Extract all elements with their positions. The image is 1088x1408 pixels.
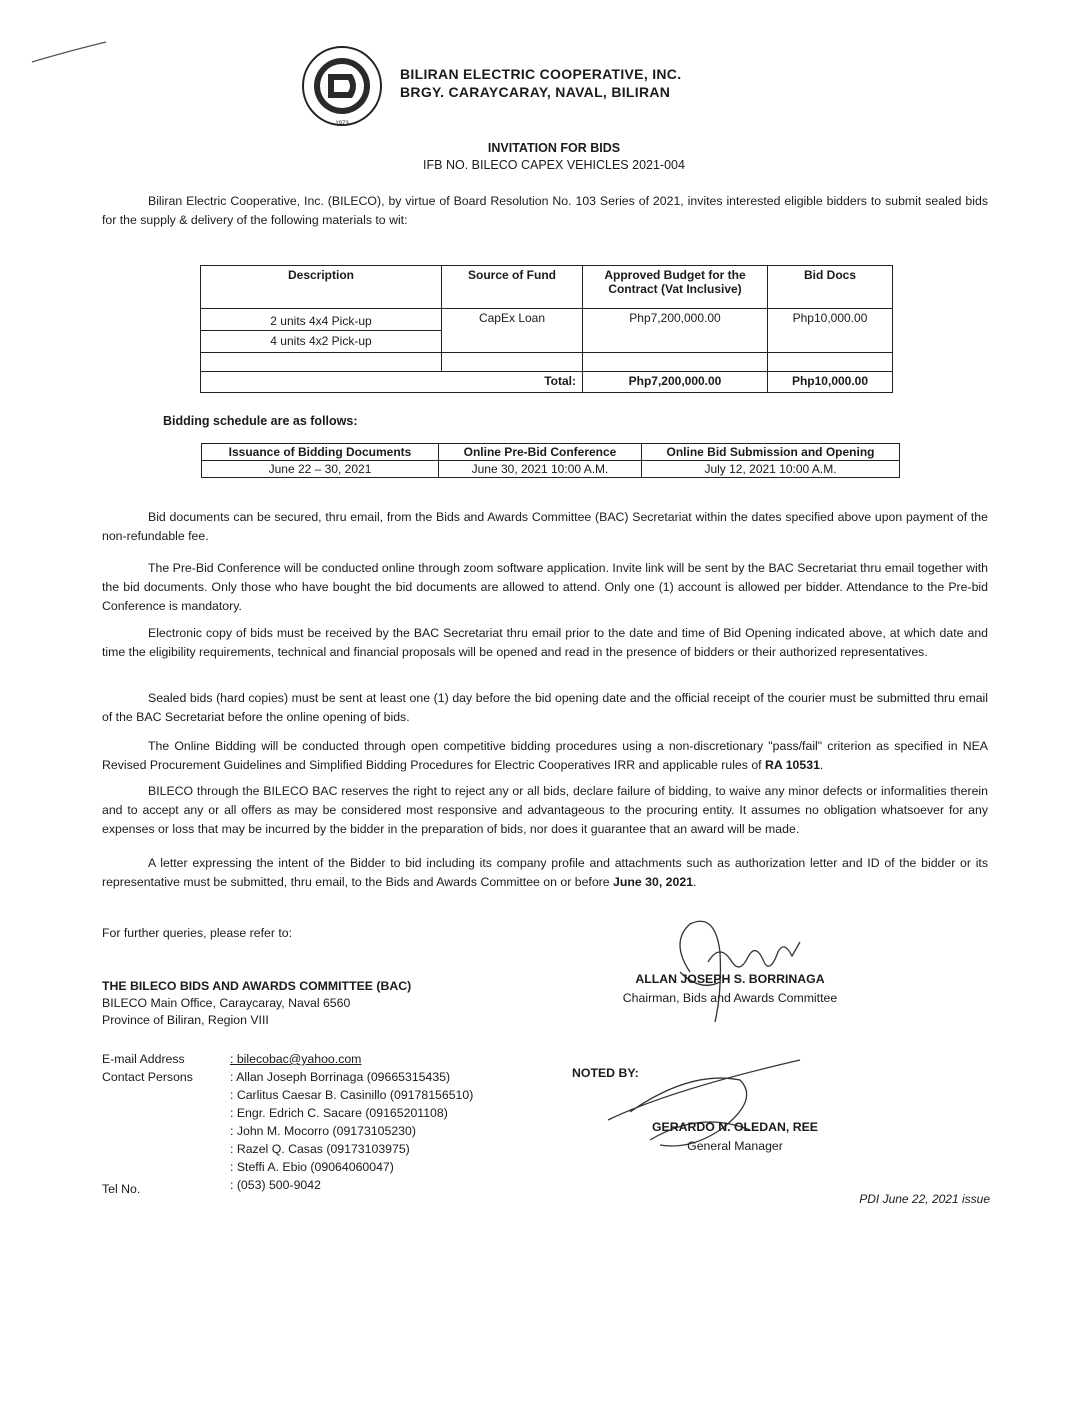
col-issuance: Issuance of Bidding Documents (202, 444, 439, 461)
col-approved-budget: Approved Budget for the Contract (Vat Inclusive) (583, 266, 768, 309)
intro-paragraph: Biliran Electric Cooperative, Inc. (BILECO), by virtue of Board Resolution No. 103 Series of 2021, invites interested eligible bidders to submit sealed bids for the supply & delivery of the following materials to wit: (102, 194, 988, 227)
paragraph-letter-of-intent (102, 854, 988, 892)
col-source-of-fund: Source of Fund (442, 266, 583, 309)
contact-person: : John M. Mocorro (09173105230) (230, 1124, 416, 1138)
email-value[interactable] (230, 1050, 361, 1068)
col-submission-opening: Online Bid Submission and Opening (642, 444, 900, 461)
total-budget: Php7,200,000.00 (583, 372, 768, 393)
tel-label: Tel No. (102, 1182, 141, 1196)
paragraph-bid-documents: Bid documents can be secured, thru email, from the Bids and Awards Committee (BAC) Secretariat within the dates specified above upon payment of the non-refundable fee. (102, 510, 988, 543)
total-bid-docs: Php10,000.00 (768, 372, 893, 393)
pen-stroke-mark (30, 38, 110, 68)
general-manager-position: General Manager (687, 1139, 783, 1153)
table-row (202, 461, 900, 478)
general-manager-signature-block (620, 1118, 850, 1156)
issuance-dates: June 22 – 30, 2021 (202, 461, 439, 478)
letterhead (300, 44, 800, 130)
table-header-row (202, 444, 900, 461)
noted-by-label: NOTED BY: (572, 1066, 639, 1080)
col-bid-docs: Bid Docs (768, 266, 893, 309)
paragraph-electronic-bids: Electronic copy of bids must be received by the BAC Secretariat thru email prior to the date and time of Bid Opening indicated above, at which date and time the eligibility requirements, technical and financial proposals will be opened and read in the presence of bidders or their authorized representatives. (102, 626, 988, 659)
letter-intent-end: . (693, 875, 697, 889)
col-pre-bid: Online Pre-Bid Conference (439, 444, 642, 461)
bac-address-line1: BILECO Main Office, Caraycaray, Naval 6560 (102, 996, 351, 1010)
page-title (0, 141, 1088, 155)
empty-cell (583, 353, 768, 372)
org-name: BILIRAN ELECTRIC COOPERATIVE, INC. (400, 66, 682, 82)
chairman-position: Chairman, Bids and Awards Committee (622, 991, 838, 1005)
contact-person: : Carlitus Caesar B. Casinillo (09178156510) (230, 1088, 474, 1102)
table-header-row (201, 266, 893, 309)
ifb-number-text: IFB NO. BILECO CAPEX VEHICLES 2021-004 (423, 158, 685, 172)
empty-cell (442, 353, 583, 372)
org-address: BRGY. CARAYCARAY, NAVAL, BILIRAN (400, 84, 671, 100)
seal-year: 1973 (335, 121, 349, 127)
approved-budget-cell: Php7,200,000.00 (583, 309, 768, 353)
publication-note: PDI June 22, 2021 issue (859, 1192, 990, 1206)
table-row-empty (201, 353, 893, 372)
page-title-text: INVITATION FOR BIDS (487, 141, 621, 155)
paragraph-pre-bid: The Pre-Bid Conference will be conducted online through zoom software application. Invite link will be sent by the BAC Secretariat thru email together with the bid documents. Only those who have bought the bid documents are allowed to attend. Only one (1) account is allowed per bidder. Attendance to the Pre-bid Conference is mandatory. (102, 561, 988, 613)
bac-address-block (102, 978, 411, 1029)
contact-persons-label: Contact Persons (102, 1070, 193, 1084)
cooperative-seal-logo (300, 44, 384, 130)
email-label: E-mail Address (102, 1052, 185, 1066)
empty-cell (768, 353, 893, 372)
empty-cell (201, 353, 442, 372)
schedule-title: Bidding schedule are as follows: (163, 414, 358, 428)
chairman-name: ALLAN JOSEPH S. BORRINAGA (635, 972, 825, 986)
bid-items-table (200, 265, 893, 393)
item-description-2: 4 units 4x2 Pick-up (201, 330, 441, 350)
deadline-date: June 30, 2021 (613, 875, 694, 889)
bac-title: THE BILECO BIDS AND AWARDS COMMITTEE (BAC) (102, 979, 412, 993)
col-description: Description (201, 266, 442, 309)
paragraph-reservation: BILECO through the BILECO BAC reserves the right to reject any or all bids, declare failure of bidding, to waive any minor defects or informalities therein and to accept any or all offers as may be considered most responsive and advantageous to the procuring entity. It assumes no obligation whatsoever for any expenses or loss that may be incurred by the bidder in the preparation of bids, nor does it guarantee that an award will be made. (102, 784, 988, 836)
email-link[interactable]: : bilecobac@yahoo.com (230, 1052, 362, 1066)
submission-opening-date: July 12, 2021 10:00 A.M. (642, 461, 900, 478)
pre-bid-date: June 30, 2021 10:00 A.M. (439, 461, 642, 478)
paragraph-sealed-bids: Sealed bids (hard copies) must be sent at least one (1) day before the bid opening date and the official receipt of the courier must be submitted thru email of the BAC Secretariat before the online opening of bids. (102, 691, 988, 724)
general-manager-name: GERARDO N. OLEDAN, REE (651, 1120, 819, 1134)
contact-person: : Steffi A. Ebio (09064060047) (230, 1160, 394, 1174)
bid-docs-cell: Php10,000.00 (768, 309, 893, 353)
contact-person: : Engr. Edrich C. Sacare (09165201108) (230, 1106, 448, 1120)
table-total-row (201, 372, 893, 393)
ifb-number (0, 158, 1088, 172)
item-description-1: 2 units 4x4 Pick-up (270, 314, 372, 328)
total-label: Total: (201, 372, 583, 393)
paragraph-online-bidding (102, 737, 988, 775)
online-bidding-text: The Online Bidding will be conducted through open competitive bidding procedures using a non-discretionary "pass/fail" criterion as specified in NEA Revised Procurement Guidelines and Simplified Bidding Procedures for Electric Cooperatives IRR and applicable rules of (102, 739, 988, 772)
source-of-fund-cell: CapEx Loan (442, 309, 583, 353)
item-description-cell (201, 309, 442, 353)
tel-value: : (053) 500-9042 (230, 1178, 321, 1192)
chairman-signature-block (600, 970, 860, 1008)
table-row (201, 309, 893, 353)
bidding-schedule-table (201, 443, 900, 478)
bac-address-line2: Province of Biliran, Region VIII (102, 1013, 269, 1027)
contact-person: : Razel Q. Casas (09173103975) (230, 1142, 410, 1156)
online-bidding-end: . (819, 758, 824, 772)
ra-reference: RA 10531 (765, 758, 820, 772)
letter-intent-text: A letter expressing the intent of the Bidder to bid including its company profile and attachments such as authorization letter and ID of the bidder or its representative must be submitted, thru email, to the Bids and Awards Committee on or before (102, 856, 988, 889)
contact-person: : Allan Joseph Borrinaga (09665315435) (230, 1070, 451, 1084)
queries-text: For further queries, please refer to: (102, 926, 293, 940)
